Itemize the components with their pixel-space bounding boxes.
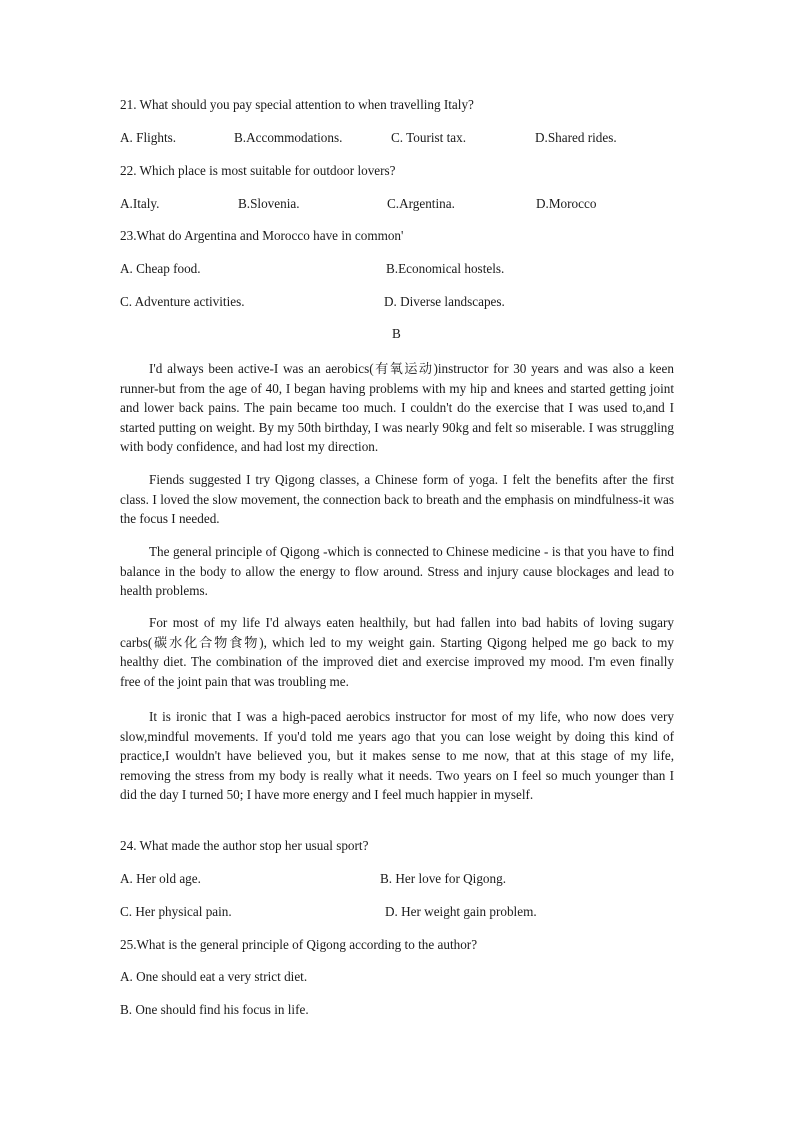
question-23: 23.What do Argentina and Morocco have in common'	[120, 228, 404, 243]
q21-option-c: C. Tourist tax.	[391, 130, 467, 145]
passage-paragraph: For most of my life I'd always eaten healthily, but had fallen into bad habits of loving sugary carbs(碳水化合物食物), which led to my weight gain. Starting Qigong helped me go back to my healthy diet. The combination of the improved diet and exercise improved my mood. I'm even finally free of the joint pain that was troubling me.	[120, 615, 674, 689]
q24-option-c: C. Her physical pain.	[120, 904, 232, 919]
question-21: 21. What should you pay special attention to when travelling Italy?	[120, 97, 474, 112]
q22-option-c: C.Argentina.	[387, 196, 455, 211]
q21-option-a: A. Flights.	[120, 130, 177, 145]
q22-option-a: A.Italy.	[120, 196, 160, 211]
question-22: 22. Which place is most suitable for outdoor lovers?	[120, 163, 396, 178]
q22-option-b: B.Slovenia.	[238, 196, 300, 211]
q24-option-d: D. Her weight gain problem.	[385, 904, 537, 919]
q23-option-b: B.Economical hostels.	[386, 261, 505, 276]
q21-option-b: B.Accommodations.	[234, 130, 343, 145]
question-25: 25.What is the general principle of Qigong according to the author?	[120, 937, 478, 952]
question-24: 24. What made the author stop her usual sport?	[120, 838, 369, 853]
q25-option-a: A. One should eat a very strict diet.	[120, 969, 308, 984]
q23-option-d: D. Diverse landscapes.	[384, 294, 505, 309]
passage-paragraph: It is ironic that I was a high-paced aerobics instructor for most of my life, who now does very slow,mindful movements. If you'd told me years ago that you can lose weight by doing this kind of practice,I wouldn't have believed you, but it makes sense to me now, that at this stage of my life, removing the stress from my body is really what it needs. Two years on I feel so much younger than I did the day I turned 50; I have more energy and I feel much happier in myself.	[120, 709, 674, 803]
q24-option-b: B. Her love for Qigong.	[380, 871, 506, 886]
q23-option-c: C. Adventure activities.	[120, 294, 245, 309]
passage-paragraph: The general principle of Qigong -which is connected to Chinese medicine - is that you have to find balance in the body to allow the energy to flow around. Stress and injury cause blockages and lead to health problems.	[120, 544, 674, 599]
passage-paragraph: I'd always been active-I was an aerobics(有氧运动)instructor for 30 years and was also a keen runner-but from the age of 40, I began having problems with my hip and knees and started getting joint and lower back pains. The pain became too much. I couldn't do the exercise that I was used to,and I started putting on weight. By my 50th birthday, I was nearly 90kg and felt so miserable. I was struggling with body confidence, and had lost my direction.	[120, 361, 674, 455]
passage-paragraph: Fiends suggested I try Qigong classes, a Chinese form of yoga. I felt the benefits after the first class. I loved the slow movement, the connection back to breath and the emphasis on mindfulness-it was the focus I needed.	[120, 472, 674, 527]
section-heading: B	[392, 326, 401, 341]
q23-option-a: A. Cheap food.	[120, 261, 201, 276]
q22-option-d: D.Morocco	[536, 196, 597, 211]
q24-option-a: A. Her old age.	[120, 871, 201, 886]
q25-option-b: B. One should find his focus in life.	[120, 1002, 309, 1017]
q21-option-d: D.Shared rides.	[535, 130, 617, 145]
